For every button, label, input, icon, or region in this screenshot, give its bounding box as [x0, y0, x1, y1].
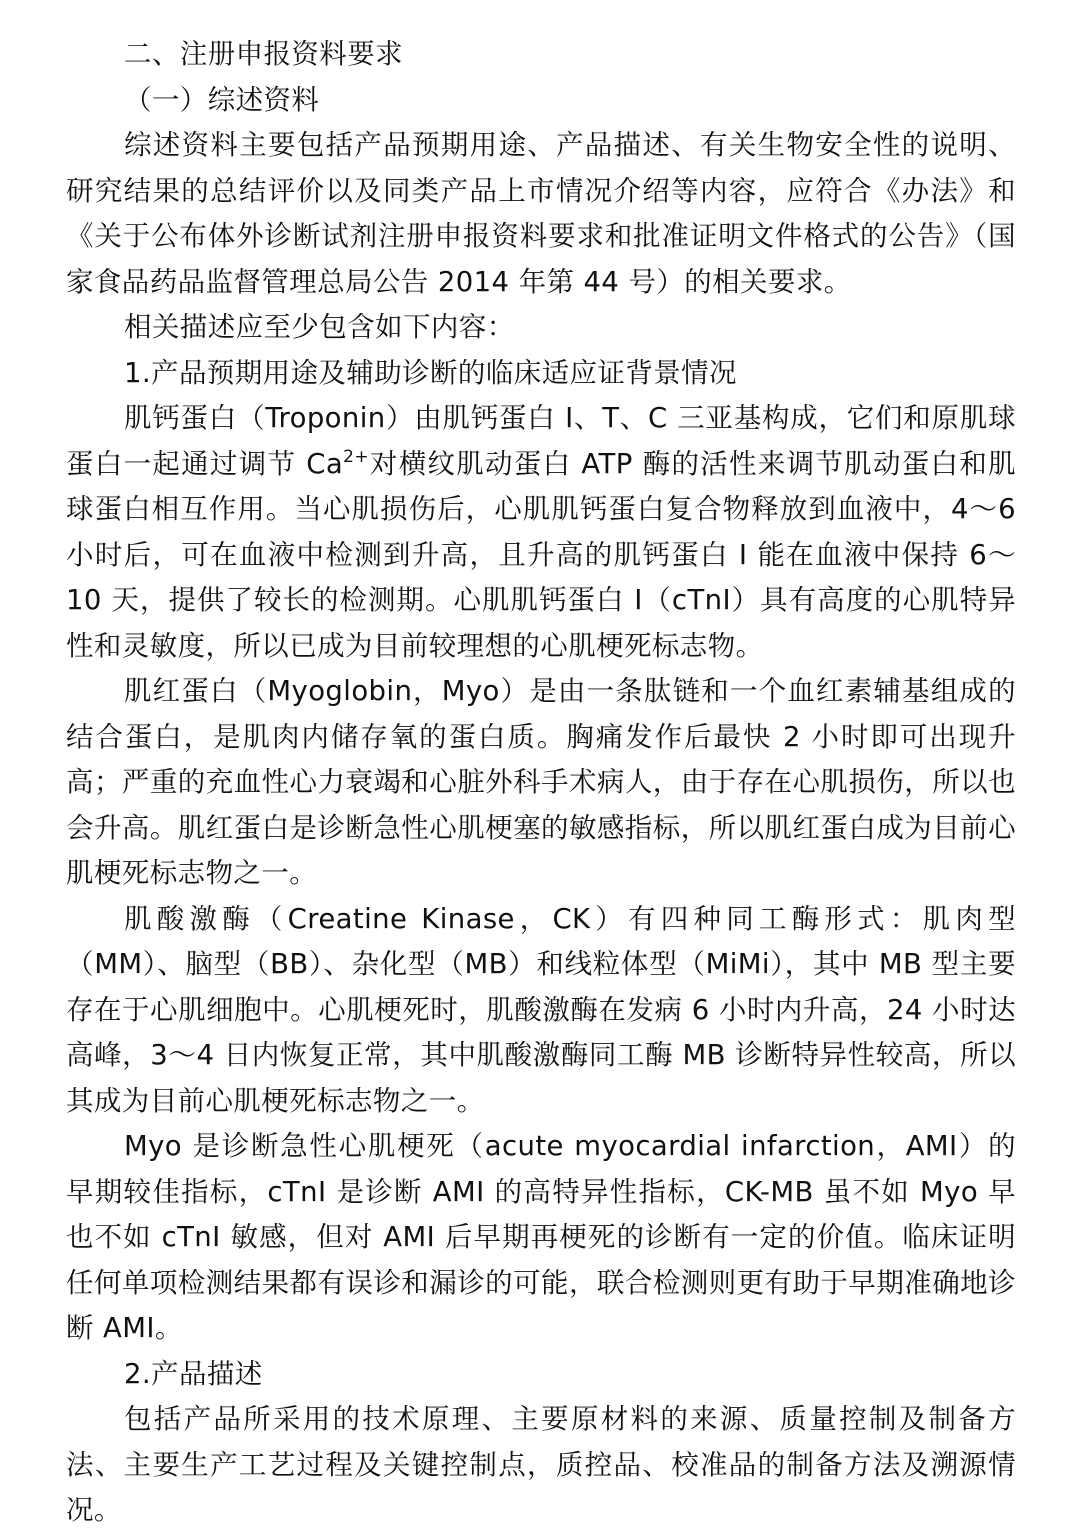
document-page: [66, 32, 1016, 1534]
paragraph-summary: 综述资料主要包括产品预期用途、产品描述、有关生物安全性的说明、研究结果的总结评价以及同类产品上市情况介绍等内容，应符合《办法》和《关于公布体外诊断试剂注册申报资料要求和批准证明文件格式的公告》（国家食品药品监督管理总局公告 2014 年第 44 号）的相关要求。: [66, 129, 1016, 298]
paragraph-intro: 相关描述应至少包含如下内容：: [124, 311, 515, 343]
item-2-title: 2.产品描述: [124, 1357, 263, 1390]
subsection-title: （一）综述资料: [124, 83, 320, 116]
paragraph-troponin: [66, 396, 1016, 669]
section-title: 二、注册申报资料要求: [124, 38, 403, 70]
paragraph-myoglobin: 肌红蛋白（Myoglobin，Myo）是由一条肽链和一个血红素辅基组成的结合蛋白，是肌肉内储存氧的蛋白质。胸痛发作后最快 2 小时即可出现升高；严重的充血性心力衰竭和心脏外科手术病人，由于存在心肌损伤，所以也会升高。肌红蛋白是诊断急性心肌梗塞的敏感指标，所以肌红蛋白成为目前心肌梗死标志物之一。: [66, 675, 1016, 889]
paragraph-creatine-kinase: 肌酸激酶（Creatine Kinase，CK）有四种同工酶形式：肌肉型（MM）、脑型（BB）、杂化型（MB）和线粒体型（MiMi），其中 MB 型主要存在于心肌细胞中。心肌梗死时，肌酸激酶在发病 6 小时内升高，24 小时达高峰，3～4 日内恢复正常，其中肌酸激酶同工酶 MB 诊断特异性较高，所以其成为目前心肌梗死标志物之一。: [66, 902, 1016, 1117]
paragraph-myo-ami: Myo 是诊断急性心肌梗死（acute myocardial infarction，AMI）的早期较佳指标，cTnI 是诊断 AMI 的高特异性指标，CK-MB 虽不如 Myo 早也不如 cTnI 敏感，但对 AMI 后早期再梗死的诊断有一定的价值。临床证明任何单项检测结果都有误诊和漏诊的可能，联合检测则更有助于早期准确地诊断 AMI。: [66, 1130, 1016, 1344]
troponin-text-end: 对横纹肌动蛋白 ATP 酶的活性来调节肌动蛋白和肌球蛋白相互作用。当心肌损伤后，心肌肌钙蛋白复合物释放到血液中，4～6 小时后，可在血液中检测到升高，且升高的肌钙蛋白 I 能在血液中保持 6～10 天，提供了较长的检测期。心肌肌钙蛋白 I（cTnI）具有高度的心肌特异性和灵敏度，所以已成为目前较理想的心肌梗死标志物。: [66, 447, 1016, 662]
troponin-text-start: 肌钙蛋白（Troponin）由肌钙蛋白 I、T、C 三亚基构成，它们和原肌球蛋白一起通过调节 Ca: [66, 402, 1016, 480]
calcium-ion-superscript: 2+: [343, 446, 370, 467]
item-1-title: 1.产品预期用途及辅助诊断的临床适应证背景情况: [124, 356, 737, 389]
paragraph-product-description: 包括产品所采用的技术原理、主要原材料的来源、质量控制及制备方法、主要生产工艺过程及关键控制点，质控品、校准品的制备方法及溯源情况。: [66, 1403, 1016, 1526]
